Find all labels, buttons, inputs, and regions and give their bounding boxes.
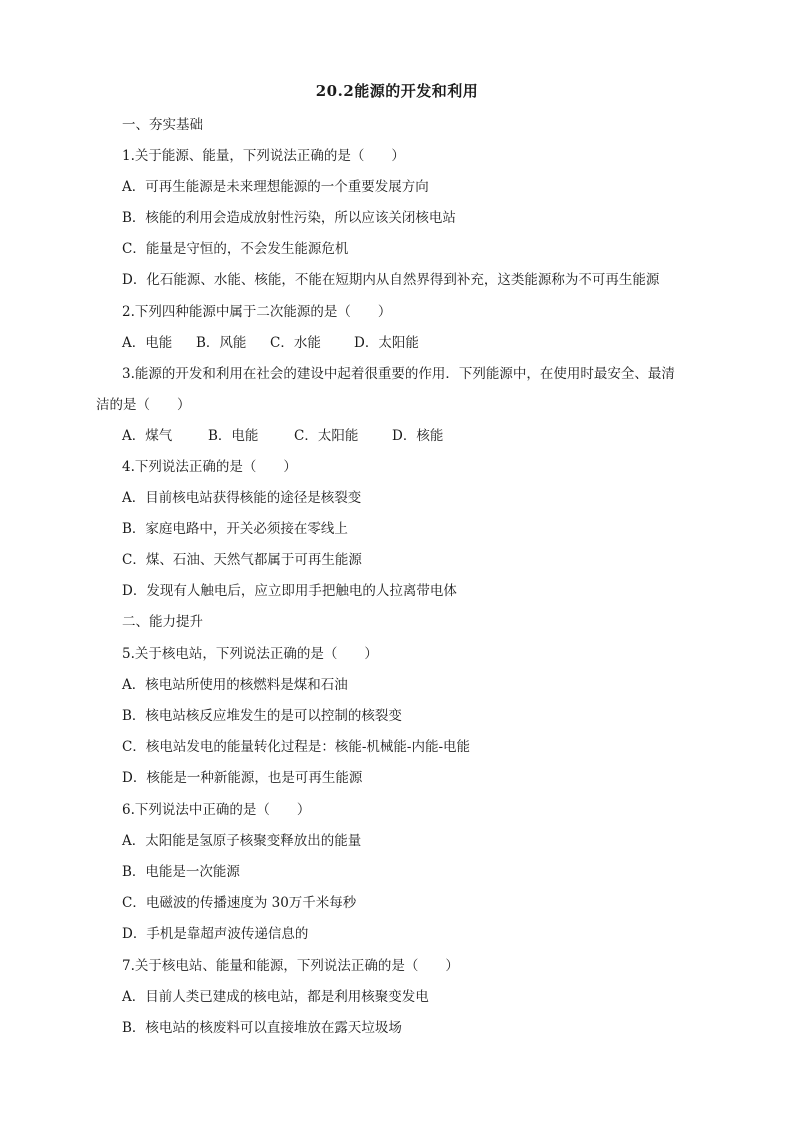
section-heading-improvement: 二、能力提升 <box>122 614 203 630</box>
question-4-option-d: D．发现有人触电后，应立即用手把触电的人拉离带电体 <box>122 583 457 599</box>
question-3-stem: 3.能源的开发和利用在社会的建设中起着很重要的作用．下列能源中，在使用时最安全、最清 <box>122 366 675 382</box>
question-2-option-a: A．电能 <box>122 335 173 351</box>
question-4-option-b: B．家庭电路中，开关必须接在零线上 <box>122 521 348 537</box>
question-6-option-a: A．太阳能是氢原子核聚变释放出的能量 <box>122 833 362 849</box>
question-1-option-c: C．能量是守恒的，不会发生能源危机 <box>122 241 349 257</box>
question-3-option-a: A．煤气 <box>122 428 173 444</box>
question-3-option-d: D．核能 <box>392 428 444 444</box>
question-2-stem: 2.下列四种能源中属于二次能源的是（ ） <box>122 304 392 320</box>
question-5-option-a: A．核电站所使用的核燃料是煤和石油 <box>122 677 348 693</box>
question-2-option-b: B．风能 <box>196 335 247 351</box>
page-title: 20.2能源的开发和利用 <box>315 82 479 100</box>
question-3-option-c: C．太阳能 <box>294 428 359 444</box>
question-6-stem: 6.下列说法中正确的是（ ） <box>122 802 311 818</box>
section-heading-basics: 一、夯实基础 <box>122 117 203 133</box>
question-7-option-b: B．核电站的核废料可以直接堆放在露天垃圾场 <box>122 1020 402 1036</box>
question-1-option-b: B．核能的利用会造成放射性污染，所以应该关闭核电站 <box>122 210 456 226</box>
question-5-option-c: C．核电站发电的能量转化过程是：核能-机械能-内能-电能 <box>122 739 471 755</box>
question-4-option-a: A．目前核电站获得核能的途径是核裂变 <box>122 490 362 506</box>
question-2-options <box>122 333 419 353</box>
question-7-option-a: A．目前人类已建成的核电站，都是利用核聚变发电 <box>122 989 429 1005</box>
question-4-option-c: C．煤、石油、天然气都属于可再生能源 <box>122 552 362 568</box>
question-6-option-d: D．手机是靠超声波传递信息的 <box>122 926 309 942</box>
question-4-stem: 4.下列说法正确的是（ ） <box>122 459 297 475</box>
question-3-options <box>122 426 443 446</box>
question-5-stem: 5.关于核电站，下列说法正确的是（ ） <box>122 646 378 662</box>
question-1-stem: 1.关于能源、能量，下列说法正确的是（ ） <box>122 148 405 164</box>
question-6-option-b: B．电能是一次能源 <box>122 864 240 880</box>
question-3-option-b: B．电能 <box>208 428 259 444</box>
question-3-stem-continued: 洁的是（ ） <box>96 397 191 413</box>
question-5-option-d: D．核能是一种新能源，也是可再生能源 <box>122 770 363 786</box>
question-2-option-d: D．太阳能 <box>354 335 419 351</box>
question-1-option-a: A．可再生能源是未来理想能源的一个重要发展方向 <box>122 179 429 195</box>
question-2-option-c: C．水能 <box>270 335 321 351</box>
question-7-stem: 7.关于核电站、能量和能源，下列说法正确的是（ ） <box>122 958 459 974</box>
question-1-option-d: D．化石能源、水能、核能，不能在短期内从自然界得到补充，这类能源称为不可再生能源 <box>122 272 660 288</box>
question-5-option-b: B．核电站核反应堆发生的是可以控制的核裂变 <box>122 708 402 724</box>
question-6-option-c: C．电磁波的传播速度为 30万千米每秒 <box>122 895 357 911</box>
